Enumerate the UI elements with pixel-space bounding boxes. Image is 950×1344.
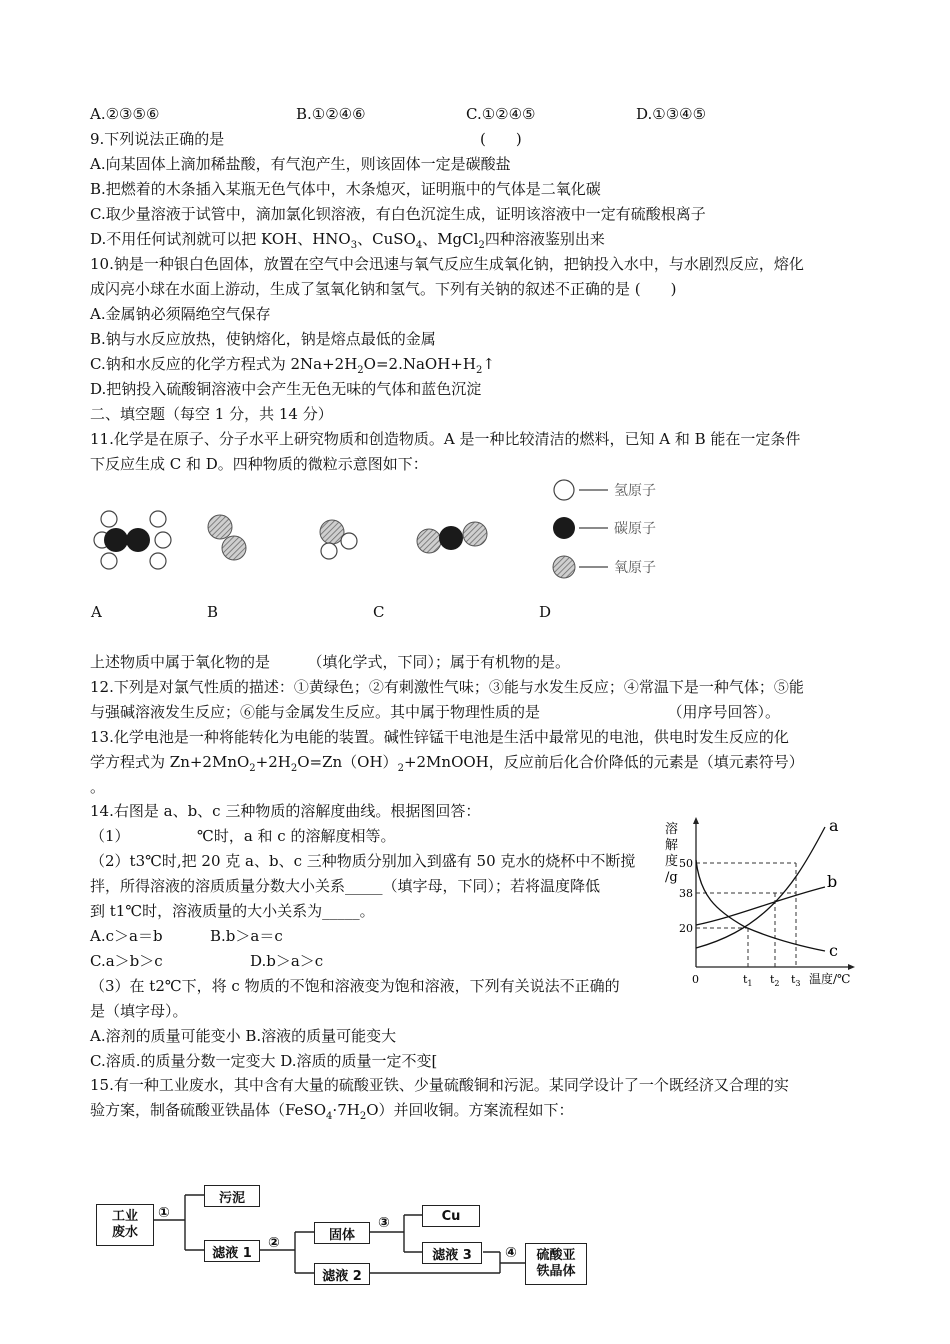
product-crystal-box: 硫酸亚 铁晶体 [525,1243,587,1285]
filtrate2-box: 滤液 2 [314,1263,370,1285]
q10-stem-line2: 成闪亮小球在水面上游动，生成了氢氧化钠和氢气。下列有关钠的叙述不正确的是 ( ) [90,280,677,298]
ytick-38: 38 [679,887,693,900]
q14-part2-line2: 拌，所得溶液的溶质质量分数大小关系_____（填字母，下同）；若将温度降低 [90,877,601,895]
molecule-b [208,515,246,560]
q14-option-b: B.b＞a＝c [210,927,283,945]
q11-answer: 上述物质中属于氧化物的是 （填化学式，下同）；属于有机物的是。 [90,653,571,671]
legend-hydrogen: 氢原子 [614,483,656,499]
xtick-origin: 0 [692,973,699,986]
label-b: B [207,603,219,621]
q8-option-c: C.①②④⑤ [466,105,536,123]
q10-option-d: D.把钠投入硫酸铜溶液中会产生无色无味的气体和蓝色沉淀 [90,380,482,398]
q13-line2: 学方程式为 $Zn+2MnO_2+2H_2O=Zn(OH)_2+2MnOOH$，反应前后化合价降低的元素是（填元素符号） [90,753,804,774]
xtick-t3: $t_3$ [791,973,801,988]
curve-label-a: a [829,816,839,835]
filtrate1-box: 滤液 1 [204,1240,260,1262]
label-a: A [91,603,102,621]
q14-part2-line1: （2）t3℃时,把 20 克 a、b、c 三种物质分别加入到盛有 50 克水的烧杯中不断搅 [90,852,636,870]
q10-option-c: C.钠和水反应的化学方程式为 $2Na+2H_2O=2.NaOH+H_2↑$ [90,355,495,376]
section-heading: 二、填空题（每空 1 分，共 14 分） [90,405,333,423]
q14-part3-line1: （3）在 t2℃下，将 c 物质的不饱和溶液变为饱和溶液，下列有关说法不正确的 [90,977,620,995]
q8-option-b: B.①②④⑥ [296,105,366,123]
q14-option-c: C.a＞b＞c [90,952,163,970]
xtick-t2: $t_2$ [770,973,780,988]
molecule-d [417,522,487,553]
step-1: ① [158,1205,170,1221]
q8-option-d: D.①③④⑤ [636,105,707,123]
label-c: C [373,603,385,621]
curve-c [696,860,825,951]
q13-line3: 。 [90,778,106,796]
q13-line1: 13.化学电池是一种将能转化为电能的装置。碱性锌锰干电池是生活中最常见的电池，供电时发生反应的化 [90,728,789,746]
label-d: D [539,603,552,621]
ytick-20: 20 [679,922,693,935]
q10-stem-line1: 10.钠是一种银白色固体，放置在空气中会迅速与氧气反应生成氧化钠，把钠投入水中，与水剧烈反应，熔化 [90,255,804,273]
step-2: ② [268,1235,280,1251]
q11-stem-line2: 下反应生成 C 和 D。四种物质的微粒示意图如下： [90,455,428,473]
filtrate3-box: 滤液 3 [422,1242,482,1264]
q15-line1: 15.有一种工业废水，其中含有大量的硫酸亚铁、少量硫酸铜和污泥。某同学设计了一个既经济又合理的实 [90,1076,789,1094]
legend-carbon: 碳原子 [614,521,656,537]
q9-option-c: C.取少量溶液于试管中，滴加氯化钡溶液，有白色沉淀生成，证明该溶液中一定有硫酸根离子 [90,205,706,223]
q14-part1: （1） ℃时，a 和 c 的溶解度相等。 [90,827,396,845]
q10-option-a: A.金属钠必须隔绝空气保存 [90,305,271,323]
molecule-c [320,520,357,559]
curve-label-c: c [829,941,838,960]
q14-part3-line2: 是（填字母）。 [90,1002,188,1020]
q14-option-a: A.c＞a＝b [90,927,163,945]
xtick-t1: $t_1$ [743,973,753,988]
curve-label-b: b [827,872,838,891]
ylabel-4: /g [665,870,678,885]
xlabel: 温度/℃ [809,972,851,986]
copper-box: Cu [422,1205,480,1227]
q15-line2: 验方案，制备硫酸亚铁晶体$(FeSO_4\cdot 7H_2O)$并回收铜。方案流程如下： [90,1101,574,1122]
q14-part2-line3: 到 t1℃时，溶液质量的大小关系为_____。 [90,902,375,920]
ylabel-3: 度 [665,854,679,869]
solubility-graph [655,815,865,1000]
q9-paren: ( ) [480,130,522,148]
step-3: ③ [378,1215,390,1231]
source-wastewater: 工业 废水 [96,1204,154,1246]
q8-option-a: A.②③⑤⑥ [90,105,160,123]
q14-option-d: D.b＞a＞c [250,952,324,970]
legend-oxygen: 氧原子 [614,560,656,576]
molecule-a [94,511,171,569]
ytick-50: 50 [679,857,693,870]
solid-box: 固体 [314,1222,370,1244]
q9-option-a: A.向某固体上滴加稀盐酸，有气泡产生，则该固体一定是碳酸盐 [90,155,511,173]
q14-stem: 14.右图是 a、b、c 三种物质的溶解度曲线。根据图回答： [90,802,481,820]
ylabel-1: 溶 [665,822,679,837]
legend [553,480,656,578]
curve-a [696,827,825,948]
q9-option-d: D.不用任何试剂就可以把 KOH、$HNO_3$、CuSO$_4$、MgCl$_2$四种溶液鉴别出来 [90,230,605,251]
q14-part3-ab: A.溶剂的质量可能变小 B.溶液的质量可能变大 [90,1027,397,1045]
q14-part3-cd: C.溶质.的质量分数一定变大 D.溶质的质量一定不变[ [90,1052,438,1070]
q9-option-b: B.把燃着的木条插入某瓶无色气体中，木条熄灭，证明瓶中的气体是二氧化碳 [90,180,601,198]
q11-stem-line1: 11.化学是在原子、分子水平上研究物质和创造物质。A 是一种比较清洁的燃料，已知 A 和 B 能在一定条件 [90,430,801,448]
particle-diagram [0,470,700,600]
q12-line2: 与强碱溶液发生反应；⑥能与金属发生反应。其中属于物理性质的是 （用序号回答）。 [90,703,781,721]
q9-stem: 9.下列说法正确的是 [90,130,225,148]
ylabel-2: 解 [665,838,679,853]
q10-option-b: B.钠与水反应放热，使钠熔化，钠是熔点最低的金属 [90,330,436,348]
sludge-box: 污泥 [204,1185,260,1207]
step-4: ④ [505,1245,517,1261]
q12-line1: 12.下列是对氯气性质的描述：①黄绿色；②有刺激性气味；③能与水发生反应；④常温下是一种气体；⑤能 [90,678,804,696]
